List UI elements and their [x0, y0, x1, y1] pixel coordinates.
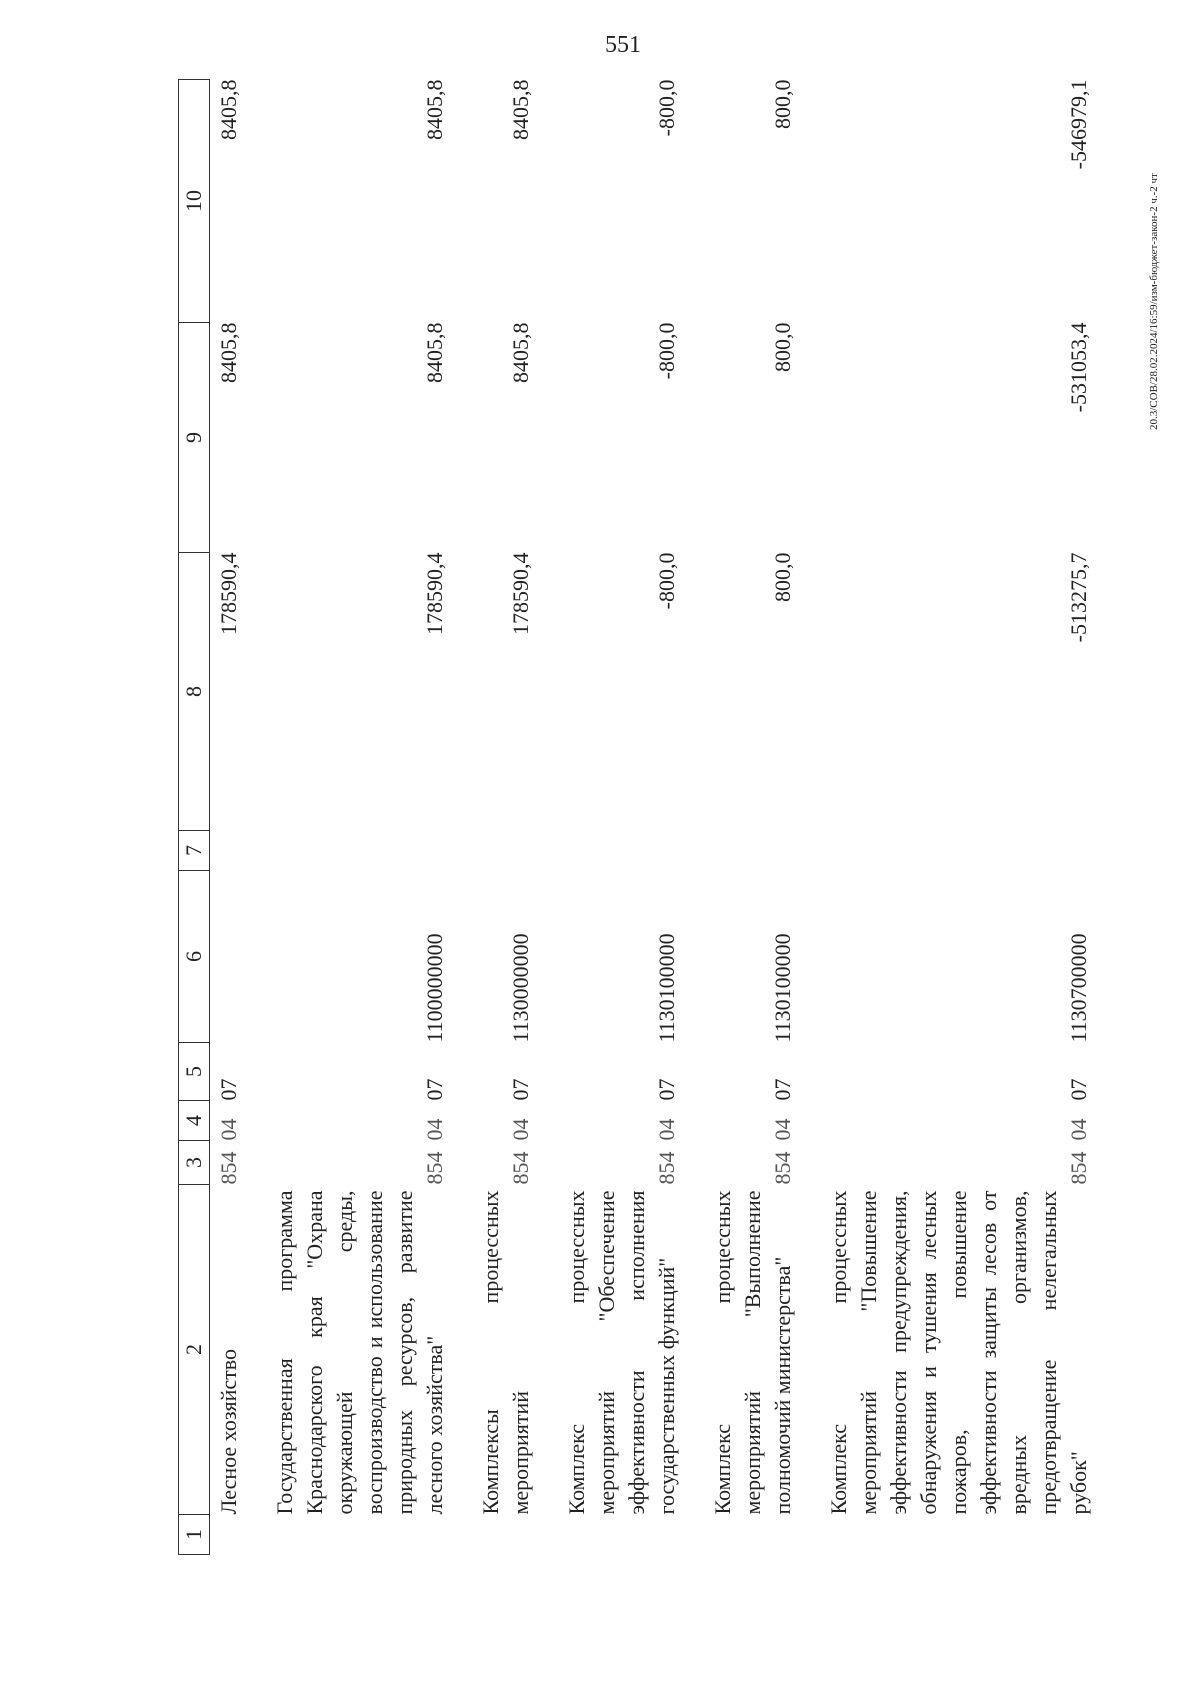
- cell-c8: -800,0: [654, 552, 679, 610]
- cell-c4: 04: [422, 1118, 447, 1141]
- row-name: Государственная программа Краснодарского края "Охрана окружающей среды, воспроизводство и использование природных ресурсов, развитие лесного хозяйства": [272, 1190, 447, 1515]
- cell-c8: 800,0: [770, 552, 795, 602]
- row-name: Лесное хозяйство: [216, 1348, 241, 1515]
- cell-c10: 800,0: [770, 79, 795, 129]
- cell-c7: [210, 831, 245, 871]
- cell-c8: 178590,4: [422, 552, 447, 635]
- cell-c9: 8405,8: [508, 322, 533, 383]
- cell-c8: 178590,4: [508, 552, 533, 635]
- cell-c5: 07: [1066, 1078, 1091, 1101]
- cell-c3: 854: [770, 1151, 795, 1185]
- cell-c7: [450, 831, 536, 871]
- cell-c5: 07: [654, 1078, 679, 1101]
- column-header: 10: [179, 80, 210, 323]
- cell-c9: 800,0: [770, 322, 795, 372]
- cell-c3: 854: [654, 1151, 679, 1185]
- cell-c7: [536, 831, 682, 871]
- cell-c3: 854: [508, 1151, 533, 1185]
- cell-c9: 8405,8: [216, 322, 241, 383]
- cell-c6: 1100000000: [422, 933, 447, 1043]
- cell-c3: 854: [422, 1151, 447, 1185]
- page-number: 551: [605, 32, 641, 58]
- column-header: 1: [179, 1515, 210, 1555]
- column-header: 6: [179, 871, 210, 1043]
- cell-c10: 8405,8: [422, 79, 447, 140]
- cell-c10: 8405,8: [508, 79, 533, 140]
- column-header: 8: [179, 553, 210, 831]
- cell-c9: 8405,8: [422, 322, 447, 383]
- cell-c8: -513275,7: [1066, 552, 1091, 643]
- table-row: [682, 80, 798, 1555]
- column-header: 7: [179, 831, 210, 871]
- table-row: [244, 80, 450, 1555]
- footer-stamp: 20.3/СОВ/28.02.2024/16:59/изм-бюджет-закон-2 ч.-2 чт: [1148, 173, 1160, 430]
- table-row: [210, 80, 245, 1555]
- row-name: Комплекс процессных мероприятий "Обеспечение эффективности исполнения государственных функций": [564, 1190, 679, 1515]
- cell-c3: 854: [216, 1151, 241, 1185]
- table-row: [798, 80, 1094, 1555]
- cell-c5: 07: [770, 1078, 795, 1101]
- column-header: 9: [179, 323, 210, 553]
- cell-c4: 04: [770, 1118, 795, 1141]
- column-number-row: [179, 80, 210, 1555]
- cell-c7: [244, 831, 450, 871]
- cell-c3: 854: [1066, 1151, 1091, 1185]
- cell-c7: [798, 831, 1094, 871]
- cell-c10: -546979,1: [1066, 79, 1091, 170]
- row-name: Комплексы процессных мероприятий: [478, 1190, 533, 1515]
- cell-c4: 04: [216, 1118, 241, 1141]
- cell-c10: -800,0: [654, 79, 679, 137]
- cell-c9: -800,0: [654, 322, 679, 380]
- cell-c5: 07: [508, 1078, 533, 1101]
- table-row: [450, 80, 536, 1555]
- cell-c4: 04: [654, 1118, 679, 1141]
- column-header: 4: [179, 1101, 210, 1141]
- column-header: 2: [179, 1185, 210, 1515]
- column-header: 3: [179, 1141, 210, 1185]
- cell-c4: 04: [1066, 1118, 1091, 1141]
- cell-c5: 07: [422, 1078, 447, 1101]
- table-row: [536, 80, 682, 1555]
- budget-table: [178, 80, 1094, 1555]
- cell-c7: [682, 831, 798, 871]
- cell-c6: 1130100000: [770, 933, 795, 1043]
- cell-c8: 178590,4: [216, 552, 241, 635]
- cell-c10: 8405,8: [216, 79, 241, 140]
- cell-c9: -531053,4: [1066, 322, 1091, 413]
- cell-c6: 1130100000: [654, 933, 679, 1043]
- row-name: Комплекс процессных мероприятий "Выполнение полномочий министерства": [710, 1190, 795, 1515]
- column-header: 5: [179, 1043, 210, 1101]
- row-name: Комплекс процессных мероприятий "Повышение эффективности предупреждения, обнаружения и тушения лесных пожаров, повышение эффективности защиты лесов от вредных организмов, предотвращение нелегальных рубок": [826, 1190, 1091, 1515]
- cell-c6: 1130700000: [1066, 933, 1091, 1043]
- cell-c6: [210, 871, 245, 1043]
- cell-c4: 04: [508, 1118, 533, 1141]
- cell-c5: 07: [216, 1078, 241, 1101]
- cell-c6: 1130000000: [508, 933, 533, 1043]
